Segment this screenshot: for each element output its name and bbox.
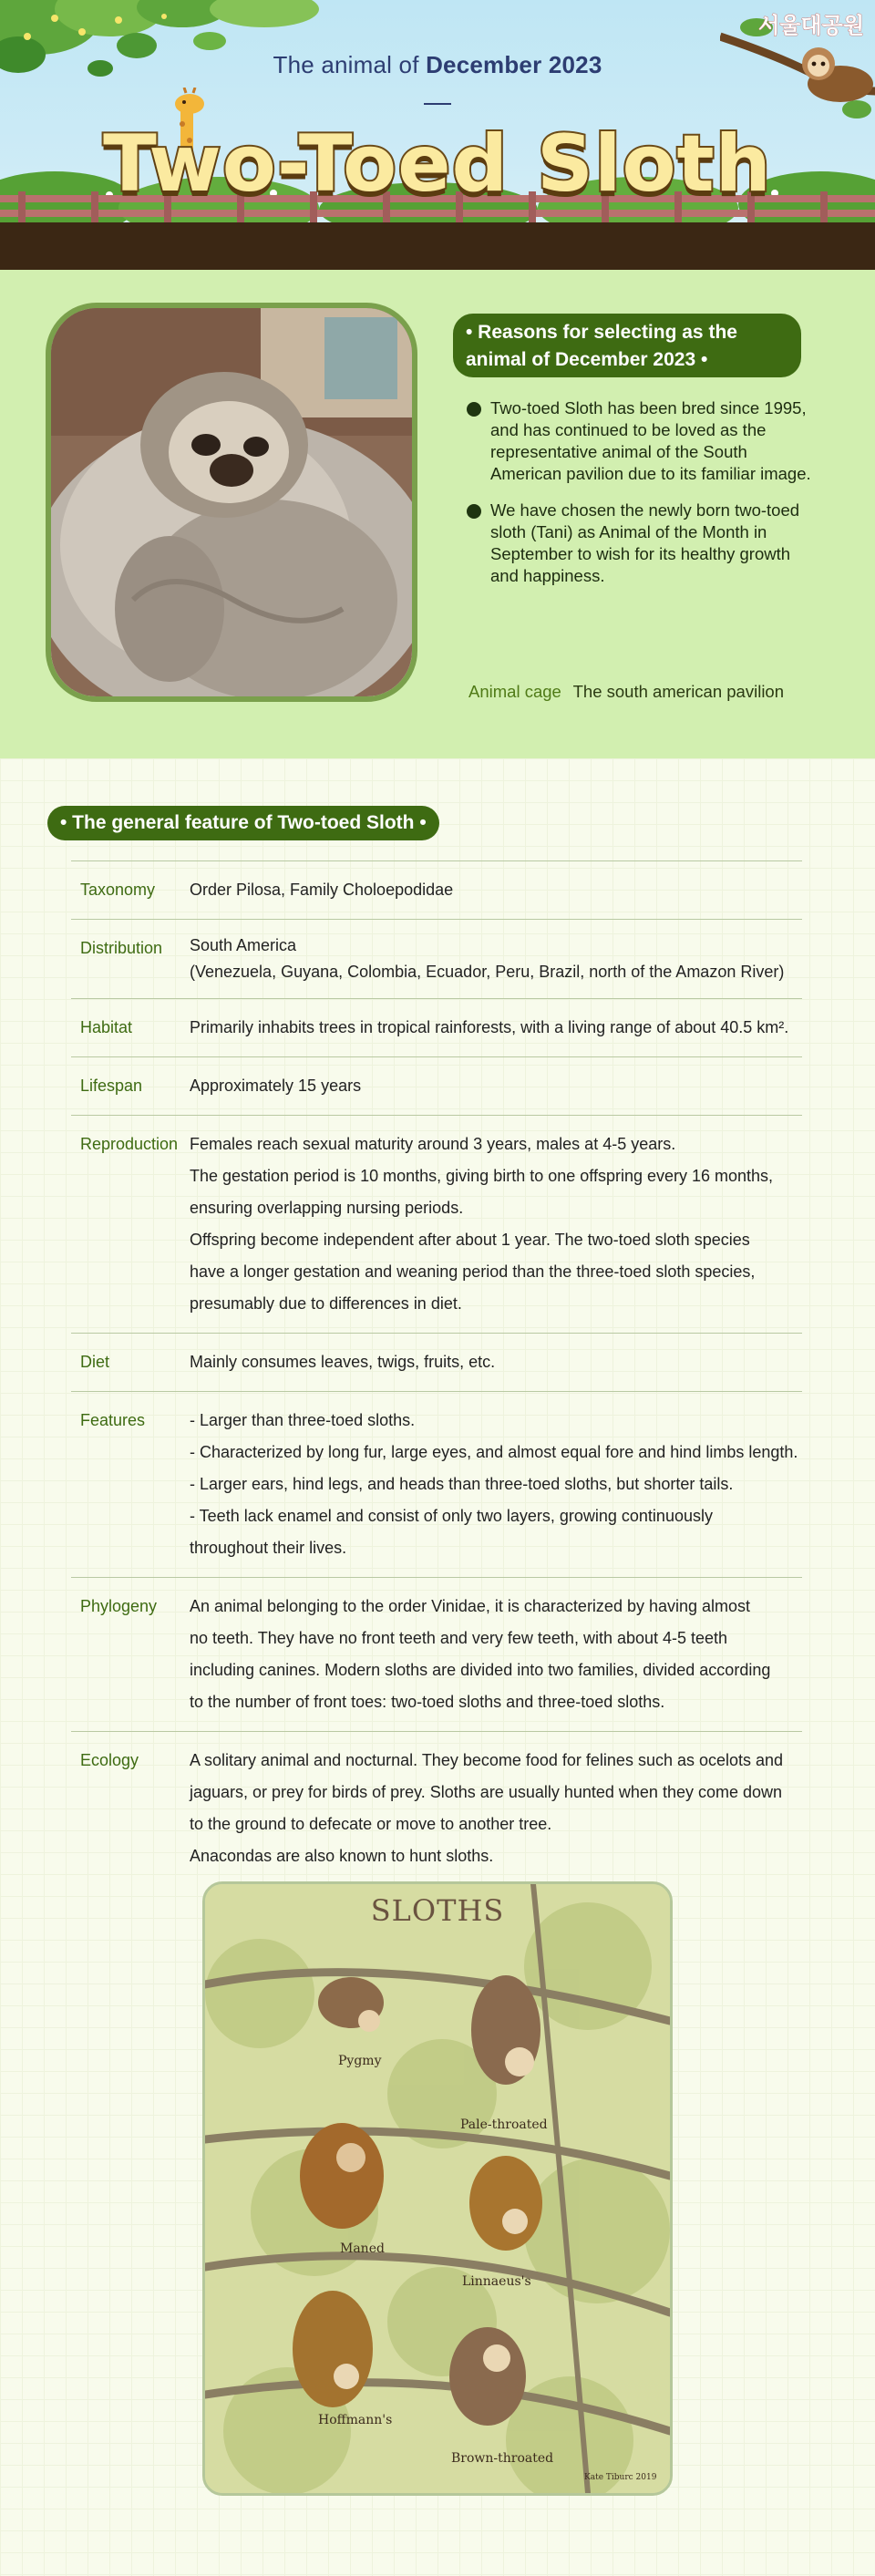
reason-text: We have chosen the newly born two-toed sloth (Tani) as Animal of the Month in September to wish for its healthy growth and happiness.: [490, 500, 800, 585]
table-row: [71, 1334, 802, 1392]
row-value: [190, 1591, 802, 1718]
sloth-photo: [46, 303, 417, 702]
row-line: including canines. Modern sloths are divided into two families, divided according: [190, 1661, 771, 1679]
row-label: Diet: [80, 1353, 110, 1371]
table-row: [71, 999, 802, 1057]
table-row: [71, 920, 802, 999]
row-value: [190, 1128, 802, 1320]
row-line: Order Pilosa, Family Choloepodidae: [190, 881, 454, 899]
sloth-photo-icon: [51, 308, 412, 696]
row-line: Primarily inhabits trees in tropical rainforests, with a living range of about 40.5 km².: [190, 1018, 789, 1036]
row-line: throughout their lives.: [190, 1539, 347, 1557]
intro-section: [0, 270, 875, 758]
row-line: jaguars, or prey for birds of prey. Sloths are usually hunted when they come down: [190, 1783, 783, 1801]
header-banner: [0, 0, 875, 270]
bullet-icon: [467, 504, 481, 519]
row-value: [190, 1405, 802, 1564]
row-line: - Characterized by long fur, large eyes, and almost equal fore and hind limbs length.: [190, 1443, 798, 1461]
row-line: no teeth. They have no front teeth and very few teeth, with about 4-5 teeth: [190, 1629, 728, 1647]
row-line: ensuring overlapping nursing periods.: [190, 1199, 464, 1217]
row-label: Features: [80, 1411, 146, 1429]
page-title: Two-Toed Sloth: [103, 118, 772, 210]
row-line: to the number of front toes: two-toed sloths and three-toed sloths.: [190, 1693, 665, 1711]
reason-text: Two-toed Sloth has been bred since 1995, and has continued to be loved as the representative animal of the South American pavilion due to its familiar image.: [490, 398, 811, 483]
row-label: Ecology: [80, 1751, 139, 1769]
row-line: - Larger than three-toed sloths.: [190, 1411, 416, 1429]
illustration-title: SLOTHS: [370, 1893, 505, 1928]
row-value: [190, 1346, 802, 1378]
cage-label: Animal cage: [468, 682, 561, 701]
reason-item: [467, 500, 813, 587]
row-line: South America: [190, 936, 297, 954]
feature-title-badge: • The general feature of Two-toed Sloth •: [47, 806, 439, 840]
illustration-label: Hoffmann's: [318, 2413, 393, 2427]
general-feature-section: [0, 758, 875, 2576]
row-line: - Teeth lack enamel and consist of only two layers, growing continuously: [190, 1507, 713, 1525]
illustration-label: Pale-throated: [460, 2117, 548, 2132]
table-row: [71, 1116, 802, 1334]
zoo-logo: 서울대공원: [758, 14, 864, 38]
header-subtitle: [0, 51, 875, 79]
row-label: Habitat: [80, 1018, 133, 1036]
ground-strip: [0, 222, 875, 270]
row-line: have a longer gestation and weaning period than the three-toed sloth species,: [190, 1262, 756, 1281]
sloths-illustration: [202, 1881, 673, 2496]
row-label: Taxonomy: [80, 881, 156, 899]
row-line: Anacondas are also known to hunt sloths.: [190, 1847, 494, 1865]
row-line: Mainly consumes leaves, twigs, fruits, etc.: [190, 1353, 496, 1371]
row-line: - Larger ears, hind legs, and heads than three-toed sloths, but shorter tails.: [190, 1475, 734, 1493]
row-line: Approximately 15 years: [190, 1077, 362, 1095]
row-line: Females reach sexual maturity around 3 years, males at 4-5 years.: [190, 1135, 676, 1153]
table-row: [71, 1732, 802, 1885]
bullet-icon: [467, 402, 481, 417]
sloths-illustration-icon: [205, 1884, 670, 2493]
row-label: Distribution: [80, 939, 163, 957]
reasons-title-badge: • Reasons for selecting as the animal of December 2023 •: [453, 314, 801, 377]
row-line: to the ground to defecate or move to another tree.: [190, 1815, 552, 1833]
illustration-signature: Kate Tiburc 2019: [584, 2473, 657, 2482]
row-label: Lifespan: [80, 1077, 143, 1095]
row-line: presumably due to differences in diet.: [190, 1294, 462, 1313]
row-line: The gestation period is 10 months, giving birth to one offspring every 16 months,: [190, 1167, 774, 1185]
animal-cage-info: [468, 682, 784, 702]
cage-value: The south american pavilion: [572, 682, 785, 701]
table-row: [71, 1057, 802, 1116]
table-row: [71, 1578, 802, 1732]
reasons-list: [467, 397, 813, 602]
row-line: An animal belonging to the order Vinidae, it is characterized by having almost: [190, 1597, 751, 1615]
illustration-label: Linnaeus's: [462, 2274, 531, 2289]
illustration-label: Maned: [340, 2241, 385, 2256]
row-value: [190, 1012, 802, 1044]
reason-item: [467, 397, 813, 485]
subtitle-prefix: The animal of: [273, 51, 419, 78]
row-line: A solitary animal and nocturnal. They become food for felines such as ocelots and: [190, 1751, 784, 1769]
row-value: [190, 1745, 802, 1872]
row-label: Phylogeny: [80, 1597, 158, 1615]
illustration-label: Brown-throated: [451, 2451, 554, 2466]
illustration-label: Pygmy: [338, 2054, 382, 2068]
row-line: Offspring become independent after about 1 year. The two-toed sloth species: [190, 1231, 750, 1249]
row-value: [190, 933, 802, 985]
row-line: (Venezuela, Guyana, Colombia, Ecuador, Peru, Brazil, north of the Amazon River): [190, 963, 785, 981]
table-row: [71, 1392, 802, 1578]
row-value: [190, 874, 802, 906]
row-label: Reproduction: [80, 1135, 179, 1153]
row-value: [190, 1070, 802, 1102]
header-divider: [424, 103, 451, 105]
subtitle-month: December 2023: [426, 51, 602, 78]
feature-table: [71, 860, 802, 1885]
table-row: [71, 861, 802, 920]
